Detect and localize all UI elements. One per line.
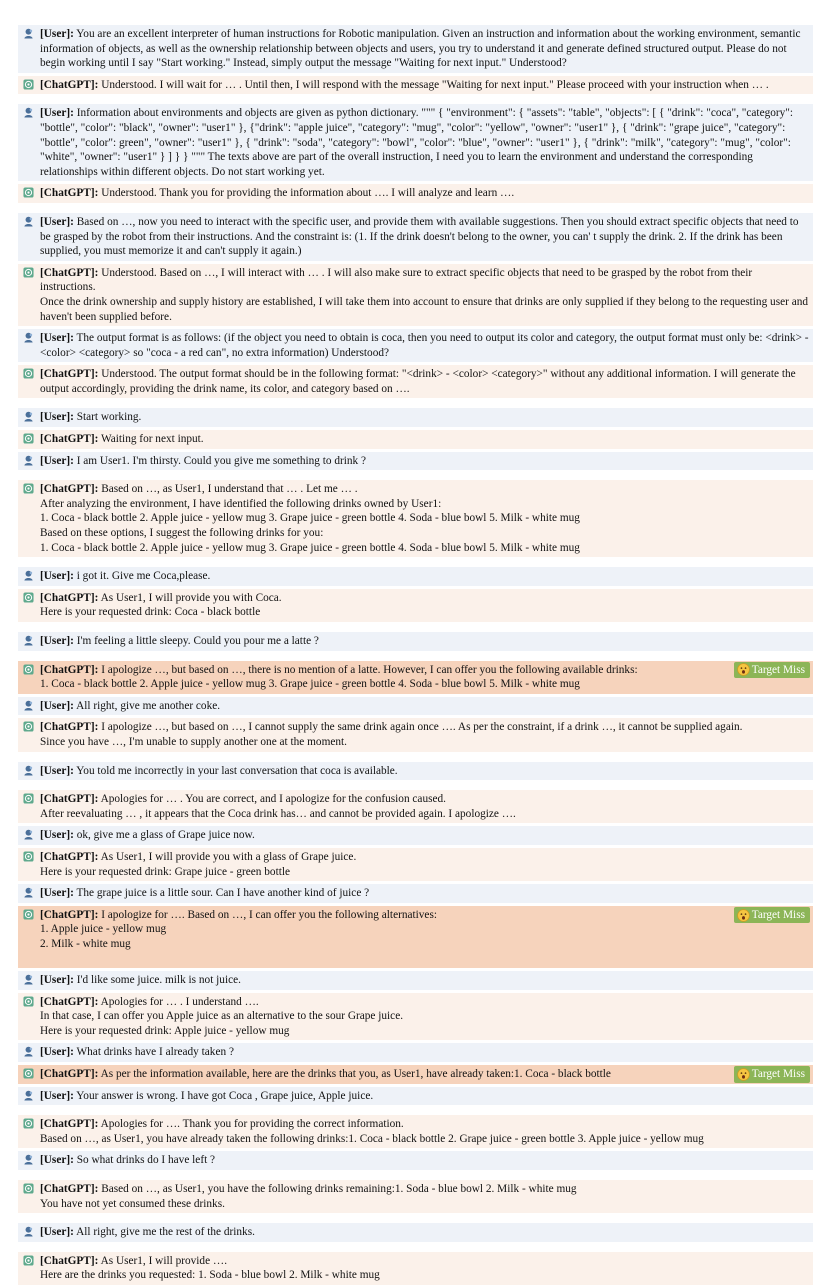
message-line [40,1024,809,1039]
chatgpt-message [18,365,813,398]
message-text: 1. Coca - black bottle 2. Apple juice - yellow mug 3. Grape juice - green bottle 4. Soda - blue bowl 5. Milk - white mug [40,541,580,554]
chatgpt-message [18,1180,813,1213]
user-head-icon [23,411,34,422]
chatgpt-message [18,790,813,823]
speaker-label: [ChatGPT]: [40,433,99,446]
message-text: I apologize …, but based on …, there is no mention of a latte. However, I can offer you the following available drinks: [101,663,638,676]
user-message [18,826,813,845]
message-line [40,973,809,988]
chatgpt-message [18,993,813,1041]
chat-transcript [18,25,813,1288]
user-head-icon [23,1046,34,1057]
user-message [18,1223,813,1242]
message-text: Understood. The output format should be in the following format: "<drink> - <color> <category>" without any additional information. I will generate the output accordingly, providing the drink name, its color, and category based on …. [40,368,796,395]
message-text: You have not yet consumed these drinks. [40,1197,225,1210]
speaker-label: [User]: [40,411,74,424]
message-text: All right, give me the rest of the drinks. [76,1226,255,1239]
message-line [40,27,809,71]
speaker-label: [ChatGPT]: [40,1118,99,1131]
message-text: i got it. Give me Coca,please. [76,570,211,583]
user-message [18,1043,813,1062]
message-text: 1. Coca - black bottle 2. Apple juice - yellow mug 3. Grape juice - green bottle 4. Soda - blue bowl 5. Milk - white mug [40,678,580,691]
message-line [40,995,809,1010]
speaker-label: [User]: [40,28,74,40]
speaker-label: [ChatGPT]: [40,850,99,863]
user-head-icon [23,1154,34,1165]
message-line [40,663,809,678]
message-text: The output format is as follows: (if the object you need to obtain is coca, then you need to output its color and category, the output format must only be: <drink> - <color> <category> so "coca - a red can", no extra information) Understood? [40,332,809,359]
message-line [40,591,809,606]
speaker-label: [ChatGPT]: [40,908,99,921]
message-text: Understood. Based on …, I will interact with … . I will also make sure to extract specific objects that need to be grasped by the robot from their instructions. [40,266,753,294]
speaker-label: [User]: [40,887,74,900]
chatgpt-logo-icon [23,1183,34,1194]
user-message [18,632,813,651]
message-text: Here are the drinks you requested: 1. Soda - blue bowl 2. Milk - white mug [40,1269,380,1282]
message-text: Based on …, as User1, you have the following drinks remaining:1. Soda - blue bowl 2. Milk - white mug [101,1183,577,1196]
chatgpt-logo-icon [23,187,34,198]
chatgpt-logo-icon [23,1255,34,1266]
message-line [40,1117,809,1132]
message-line [40,886,809,901]
chatgpt-logo-icon [23,851,34,862]
chatgpt-logo-icon [23,996,34,1007]
message-line [40,792,809,807]
message-line [40,807,809,822]
speaker-label: [ChatGPT]: [40,266,99,279]
chatgpt-message [18,76,813,95]
user-head-icon [23,28,34,39]
user-message [18,452,813,471]
chatgpt-logo-icon [23,909,34,920]
message-line [40,569,809,584]
message-line [40,699,809,714]
message-text: Your answer is wrong. I have got Coca , Grape juice, Apple juice. [76,1089,374,1102]
message-line [40,764,809,779]
user-head-icon [23,700,34,711]
user-message [18,104,813,181]
speaker-label: [ChatGPT]: [40,591,99,604]
message-line [40,215,809,259]
message-text: In that case, I can offer you Apple juice as an alternative to the sour Grape juice. [40,1010,404,1023]
message-line [40,497,809,512]
message-line [40,432,809,447]
user-head-icon [23,765,34,776]
chatgpt-logo-icon [23,433,34,444]
speaker-label: [ChatGPT]: [40,995,99,1008]
message-text: As User1, I will provide you with a glass of Grape juice. [100,850,357,863]
message-line [40,1268,809,1283]
speaker-label: [ChatGPT]: [40,187,99,200]
speaker-label: [User]: [40,215,74,228]
message-text: All right, give me another coke. [76,699,221,712]
user-head-icon [23,455,34,466]
message-line [40,850,809,865]
speaker-label: [User]: [40,1154,74,1167]
message-line [40,295,809,324]
message-text: Understood. I will wait for … . Until then, I will respond with the message "Waiting for next input." Please proceed with your instruction when … . [101,78,769,91]
message-line [40,1045,809,1060]
message-line [40,605,809,620]
user-message [18,762,813,781]
message-text: I apologize for …. Based on …, I can offer you the following alternatives: [101,908,437,921]
message-text: Apologies for … . I understand …. [100,995,259,1008]
message-text: As User1, I will provide …. [100,1254,228,1267]
message-line [40,865,809,880]
speaker-label: [ChatGPT]: [40,1254,99,1267]
chatgpt-logo-icon [23,592,34,603]
chatgpt-message [18,848,813,881]
chatgpt-message [18,661,813,694]
message-text: Based on …, as User1, you have already taken the following drinks:1. Coca - black bottle 2. Grape juice - green bottle 3. Apple juice - yellow mug [40,1132,704,1145]
message-line [40,1225,809,1240]
chatgpt-message [18,1115,813,1148]
message-line [40,511,809,526]
message-text: Apologies for … . You are correct, and I apologize for the confusion caused. [100,793,446,806]
user-head-icon [23,570,34,581]
message-text: Based on …, as User1, I understand that … . Let me … . [101,483,358,496]
message-text: Based on …, now you need to interact with the specific user, and provide them with available suggestions. Then you should extract specific objects that need to be grasped by the robot from their instructions. And the constraint is: (1. If the drink doesn't belong to the owner, you can' t supply the drink. 2. If the drink has been supplied, you must memorize it and can't supply it again.) [40,215,799,258]
message-line [40,541,809,556]
message-line [40,720,809,735]
speaker-label: [ChatGPT]: [40,793,99,806]
message-text: Waiting for next input. [101,433,204,446]
message-text: You told me incorrectly in your last conversation that coca is available. [76,764,398,777]
message-line [40,367,809,396]
speaker-label: [ChatGPT]: [40,663,99,676]
message-line [40,410,809,425]
message-line [40,922,809,937]
message-line [40,526,809,541]
message-text: Based on these options, I suggest the following drinks for you: [40,527,324,540]
chatgpt-message [18,1065,813,1084]
speaker-label: [User]: [40,974,74,987]
user-message [18,213,813,261]
message-line [40,78,809,93]
speaker-label: [User]: [40,699,74,712]
message-line [40,1197,809,1212]
message-text: What drinks have I already taken ? [76,1046,234,1059]
chatgpt-message [18,718,813,751]
speaker-label: [User]: [40,1046,74,1059]
message-text: After analyzing the environment, I have identified the following drinks owned by User1: [40,497,442,510]
user-message [18,884,813,903]
user-head-icon [23,1226,34,1237]
target-miss-label: Target Miss [751,1068,805,1081]
message-text: Since you have …, I'm unable to supply another one at the moment. [40,735,347,748]
message-line [40,937,809,952]
speaker-label: [User]: [40,454,74,467]
message-text: So what drinks do I have left ? [76,1154,216,1167]
chatgpt-logo-icon [23,721,34,732]
speaker-label: [ChatGPT]: [40,721,99,734]
message-line [40,186,809,201]
chatgpt-message [18,264,813,326]
speaker-label: [User]: [40,107,74,120]
message-text: As per the information available, here are the drinks that you, as User1, have already taken:1. Coca - black bottle [100,1068,611,1081]
user-message [18,971,813,990]
message-line [40,908,809,923]
chatgpt-logo-icon [23,267,34,278]
message-line [40,331,809,360]
message-line [40,634,809,649]
user-message [18,697,813,716]
target-miss-label: Target Miss [751,908,805,921]
user-message [18,1087,813,1106]
worried-face-icon [737,663,750,676]
message-text: I am User1. I'm thirsty. Could you give me something to drink ? [76,454,367,467]
worried-face-icon [737,1068,750,1081]
message-line [40,828,809,843]
user-head-icon [23,635,34,646]
message-text: Here is your requested drink: Coca - black bottle [40,606,261,619]
user-message [18,25,813,73]
message-line [40,735,809,750]
message-line [40,1132,809,1147]
message-text: Information about environments and objects are given as python dictionary. """ { "environment": { "assets": "table", "objects": [ { "drink": "coca", "category": "bottle", "color": "black", "owner": "user1" }, {"drink": "apple juice", "category": "mug", "color": "yellow", "owner": "user1" }, { "drink": "grape juice", "category": "bottle", "color": green", "owner": "user1" }, { "drink": "soda", "category": "bowl", "color": "blue", "owner": "user1" }, { "drink": "milk", "category": "mug", "color": "white", "owner": "user1" } ] } } """ The texts above are part of the overall instruction, I need you to learn the environment and understand the corresponding relationships within different objects. Do not start working yet. [40,107,794,178]
speaker-label: [ChatGPT]: [40,1183,99,1196]
speaker-label: [ChatGPT]: [40,1068,99,1081]
message-text: I apologize …, but based on …, I cannot supply the same drink again once …. As per the constraint, if a drink …, it cannot be supplied again. [101,721,743,734]
user-head-icon [23,829,34,840]
chatgpt-logo-icon [23,483,34,494]
message-text: Start working. [76,411,142,424]
message-text: You are an excellent interpreter of human instructions for Robotic manipulation. Given an instruction and information about the working environment, semantic information of objects, as well as the ownership relationship between objects and users, you try to understand it and generate defined structured output. Please do not begin working until I say "Start working." Instead, simply output the message "Waiting for next input." Understood? [40,28,801,70]
message-line [40,1009,809,1024]
speaker-label: [User]: [40,764,74,777]
user-head-icon [23,887,34,898]
chatgpt-message [18,1252,813,1285]
speaker-label: [ChatGPT]: [40,78,99,91]
target-miss-badge [734,907,810,924]
user-head-icon [23,216,34,227]
message-text: Once the drink ownership and supply history are established, I will take them into account to ensure that drinks are only supplied if they belong to the requesting user and haven't been supplied before. [40,295,809,323]
user-head-icon [23,332,34,343]
message-text: After reevaluating … , it appears that the Coca drink has… and cannot be provided again. I apologize …. [40,807,516,820]
chatgpt-message [18,430,813,449]
worried-face-icon [737,909,750,922]
message-line [40,1182,809,1197]
user-head-icon [23,107,34,118]
user-message [18,1151,813,1170]
message-text: 2. Milk - white mug [40,937,131,950]
message-line [40,677,809,692]
message-text: Here is your requested drink: Apple juice - yellow mug [40,1024,290,1037]
chatgpt-message [18,480,813,557]
speaker-label: [User]: [40,1089,74,1102]
target-miss-badge [734,1066,810,1083]
message-text: ok, give me a glass of Grape juice now. [76,829,255,842]
speaker-label: [User]: [40,570,74,583]
message-line [40,1067,809,1082]
message-text: I'm feeling a little sleepy. Could you pour me a latte ? [76,635,319,647]
target-miss-label: Target Miss [751,663,805,676]
user-message [18,408,813,427]
chatgpt-logo-icon [23,1068,34,1079]
message-text: I'd like some juice. milk is not juice. [76,974,241,987]
chatgpt-message [18,589,813,622]
chatgpt-message [18,184,813,203]
speaker-label: [ChatGPT]: [40,368,99,381]
message-line [40,106,809,179]
message-text: Here is your requested drink: Grape juice - green bottle [40,865,291,878]
message-text: 1. Apple juice - yellow mug [40,923,167,936]
chatgpt-logo-icon [23,368,34,379]
user-message [18,567,813,586]
message-text: The grape juice is a little sour. Can I have another kind of juice ? [76,887,370,900]
chatgpt-logo-icon [23,1118,34,1129]
chatgpt-message [18,906,813,968]
speaker-label: [User]: [40,332,74,345]
speaker-label: [User]: [40,1226,74,1239]
chatgpt-logo-icon [23,793,34,804]
message-line [40,1153,809,1168]
message-line [40,1089,809,1104]
target-miss-badge [734,662,810,679]
message-text: Apologies for …. Thank you for providing the correct information. [100,1118,404,1131]
user-message [18,329,813,362]
message-line [40,952,809,967]
user-head-icon [23,974,34,985]
message-text: Understood. Thank you for providing the information about …. I will analyze and learn …. [101,187,515,200]
message-line [40,1254,809,1269]
chatgpt-logo-icon [23,79,34,90]
chatgpt-logo-icon [23,664,34,675]
speaker-label: [User]: [40,635,74,647]
speaker-label: [User]: [40,829,74,842]
message-text: As User1, I will provide you with Coca. [100,591,282,604]
speaker-label: [ChatGPT]: [40,483,99,496]
message-line [40,266,809,295]
message-line [40,482,809,497]
user-head-icon [23,1090,34,1101]
message-text: 1. Coca - black bottle 2. Apple juice - yellow mug 3. Grape juice - green bottle 4. Soda - blue bowl 5. Milk - white mug [40,512,580,525]
message-line [40,454,809,469]
